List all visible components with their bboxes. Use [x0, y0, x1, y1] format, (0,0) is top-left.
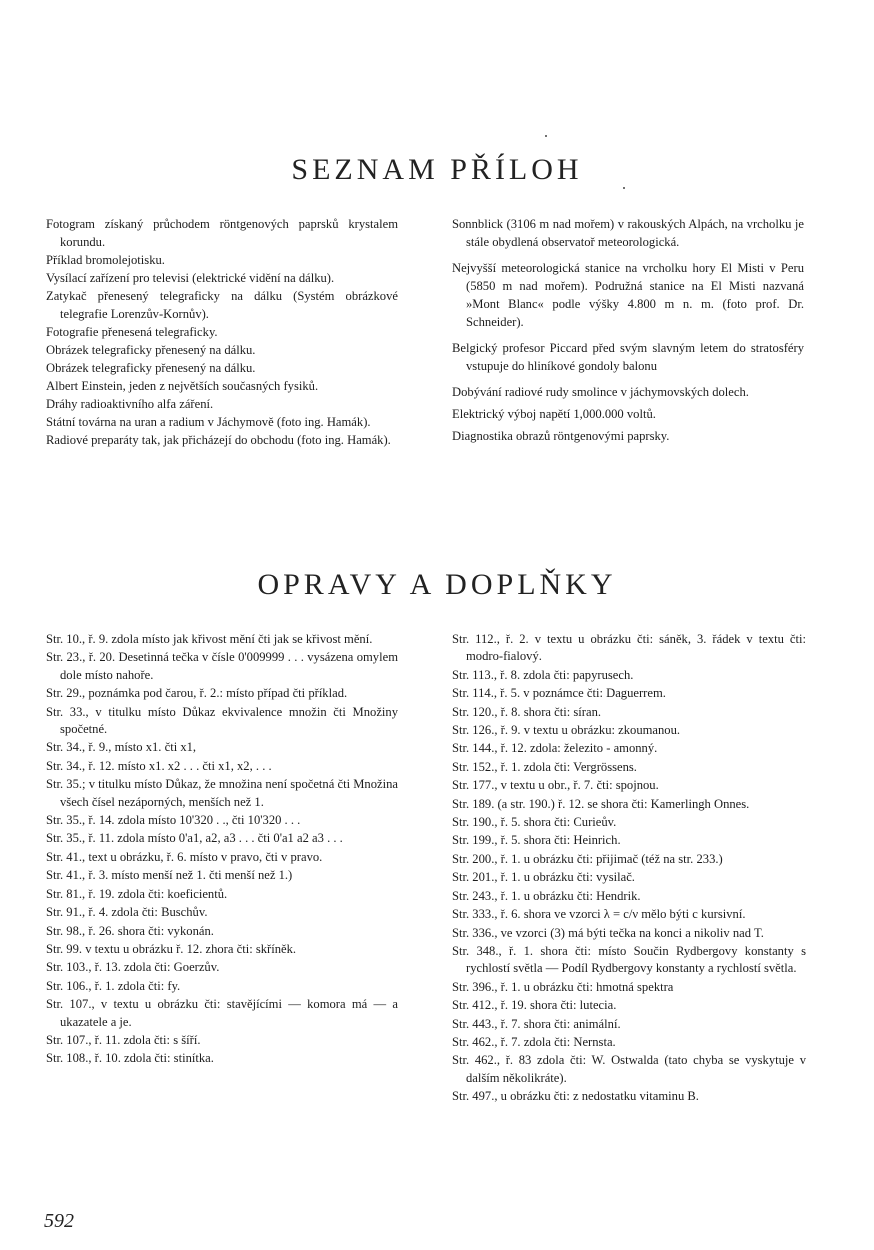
list-item: Diagnostika obrazů röntgenovými paprsky. — [452, 429, 670, 443]
list-item: Str. 35., ř. 11. zdola místo 0'a1, a2, a3 . . . čti 0'a1 a2 a3 . . . — [46, 831, 343, 846]
print-speck — [545, 135, 547, 137]
list-item: Str. 35., ř. 14. zdola místo 10'320 . ., čti 10'320 . . . — [46, 813, 301, 828]
list-item: Str. 120., ř. 8. shora čti: síran. — [452, 704, 602, 719]
attachments-heading: SEZNAM PŘÍLOH — [291, 153, 583, 186]
list-item: Fotografie přenesená telegraficky. — [46, 325, 218, 339]
list-item: Str. 243., ř. 1. u obrázku čti: Hendrik. — [452, 888, 641, 903]
list-item: Str. 348., ř. 1. shora čti: místo Součin Rydbergovy konstanty s rychlostí světla — Podíl Rydbergovy konstanty a rychlostí světla. — [452, 943, 806, 976]
list-item: Str. 108., ř. 10. zdola čti: stinítka. — [46, 1051, 214, 1066]
list-item: Str. 189. (a str. 190.) ř. 12. se shora čti: Kamerlingh Onnes. — [452, 796, 750, 811]
list-item: Radiové preparáty tak, jak přicházejí do obchodu (foto ing. Hamák). — [46, 433, 391, 447]
list-item: Příklad bromolejotisku. — [46, 253, 165, 267]
list-item: Str. 412., ř. 19. shora čti: lutecia. — [452, 998, 617, 1013]
list-item: Sonnblick (3106 m nad mořem) v rakouských Alpách, na vrcholku je stále obydlená observatoř meteorologická. — [452, 217, 804, 249]
list-item: Str. 35.; v titulku místo Důkaz, že množina není spočetná čti Množina všech čísel nezáporných, menších než 1. — [46, 777, 398, 809]
list-item: Str. 34., ř. 9., místo x1. čti x1, — [46, 740, 197, 755]
list-item: Státní továrna na uran a radium v Jáchymově (foto ing. Hamák). — [46, 415, 371, 429]
list-item: Str. 114., ř. 5. v poznámce čti: Daguerrem. — [452, 686, 666, 701]
list-item: Str. 81., ř. 19. zdola čti: koeficientů. — [46, 886, 228, 901]
list-item: Str. 462., ř. 7. zdola čti: Nernsta. — [452, 1034, 616, 1049]
list-item: Str. 199., ř. 5. shora čti: Heinrich. — [452, 833, 621, 848]
list-item: Str. 107., v textu u obrázku čti: stavějícími — komora má — a ukazatele a je. — [46, 997, 398, 1029]
list-item: Str. 98., ř. 26. shora čti: vykonán. — [46, 923, 214, 938]
attachments-list-right — [452, 215, 804, 449]
list-item: Belgický profesor Piccard před svým slavným letem do stratosféry vstupuje do hliníkové gondoly balonu — [452, 341, 804, 373]
list-item: Str. 91., ř. 4. zdola čti: Buschův. — [46, 905, 208, 920]
list-item: Str. 10., ř. 9. zdola místo jak křivost mění čti jak se křivost mění. — [46, 632, 373, 646]
list-item: Str. 107., ř. 11. zdola čti: s šíří. — [46, 1032, 201, 1047]
list-item: Str. 443., ř. 7. shora čti: animální. — [452, 1016, 621, 1031]
list-item: Str. 106., ř. 1. zdola čti: fy. — [46, 978, 181, 993]
list-item: Str. 497., u obrázku čti: z nedostatku vitaminu B. — [452, 1089, 699, 1104]
list-item: Str. 396., ř. 1. u obrázku čti: hmotná spektra — [452, 979, 674, 994]
list-item: Str. 126., ř. 9. v textu u obrázku: zkoumanou. — [452, 723, 681, 738]
list-item: Str. 112., ř. 2. v textu u obrázku čti: sáněk, 3. řádek v textu čti: modro-fialový. — [452, 632, 806, 664]
list-item: Str. 41., ř. 3. místo menší než 1. čti menší než 1.) — [46, 868, 293, 883]
list-item: Dobývání radiové rudy smolince v jáchymovských dolech. — [452, 385, 749, 399]
errata-list-right — [452, 631, 806, 1107]
list-item: Str. 152., ř. 1. zdola čti: Vergrössens. — [452, 759, 637, 774]
list-item: Zatykač přenesený telegraficky na dálku (Systém obrázkové telegrafie Lorenzův-Kornův). — [46, 289, 398, 321]
list-item: Str. 23., ř. 20. Desetinná tečka v čísle 0'009999 . . . vysázena omylem dole místo nahoře. — [46, 650, 398, 682]
list-item: Str. 177., v textu u obr., ř. 7. čti: spojnou. — [452, 778, 659, 793]
list-item: Albert Einstein, jeden z největších současných fysiků. — [46, 379, 319, 393]
list-item: Str. 336., ve vzorci (3) má býti tečka na konci a nikoliv nad T. — [452, 925, 764, 940]
list-item: Dráhy radioaktivního alfa záření. — [46, 397, 214, 411]
print-speck — [623, 187, 625, 189]
list-item: Str. 201., ř. 1. u obrázku čti: vysilač. — [452, 870, 635, 885]
list-item: Str. 29., poznámka pod čarou, ř. 2.: místo případ čti příklad. — [46, 686, 348, 701]
list-item: Str. 113., ř. 8. zdola čti: papyrusech. — [452, 667, 634, 682]
list-item: Str. 144., ř. 12. zdola: železito - amonný. — [452, 741, 658, 756]
list-item: Obrázek telegraficky přenesený na dálku. — [46, 361, 256, 375]
list-item: Str. 190., ř. 5. shora čti: Curieův. — [452, 815, 617, 830]
list-item: Elektrický výboj napětí 1,000.000 voltů. — [452, 407, 656, 421]
errata-heading: OPRAVY A DOPLŇKY — [257, 568, 617, 601]
page-number: 592 — [44, 1210, 74, 1232]
list-item: Fotogram získaný průchodem röntgenových paprsků krystalem korundu. — [46, 217, 398, 249]
list-item: Str. 41., text u obrázku, ř. 6. místo v pravo, čti v pravo. — [46, 849, 323, 864]
list-item: Str. 462., ř. 83 zdola čti: W. Ostwalda (tato chyba se vyskytuje v dalším několikráte). — [452, 1053, 806, 1085]
list-item: Vysílací zařízení pro televisi (elektrické vidění na dálku). — [46, 271, 335, 285]
list-item: Str. 99. v textu u obrázku ř. 12. zhora čti: skříněk. — [46, 941, 297, 956]
list-item: Nejvyšší meteorologická stanice na vrcholku hory El Misti v Peru (5850 m nad mořem). Podružná stanice na El Misti nazvaná »Mont Blanc« podle výšky 4.800 m n. m. (foto prof. Dr. Schneider). — [452, 261, 804, 329]
errata-list-left — [46, 631, 398, 1069]
list-item: Str. 200., ř. 1. u obrázku čti: přijimač (též na str. 233.) — [452, 851, 723, 866]
list-item: Str. 103., ř. 13. zdola čti: Goerzův. — [46, 960, 220, 975]
attachments-list-left — [46, 215, 398, 449]
list-item: Str. 333., ř. 6. shora ve vzorci λ = c/ν mělo býti c kursivní. — [452, 907, 746, 922]
list-item: Str. 33., v titulku místo Důkaz ekvivalence množin čti Množiny spočetné. — [46, 704, 398, 737]
list-item: Obrázek telegraficky přenesený na dálku. — [46, 343, 256, 357]
list-item: Str. 34., ř. 12. místo x1. x2 . . . čti x1, x2, . . . — [46, 758, 272, 773]
